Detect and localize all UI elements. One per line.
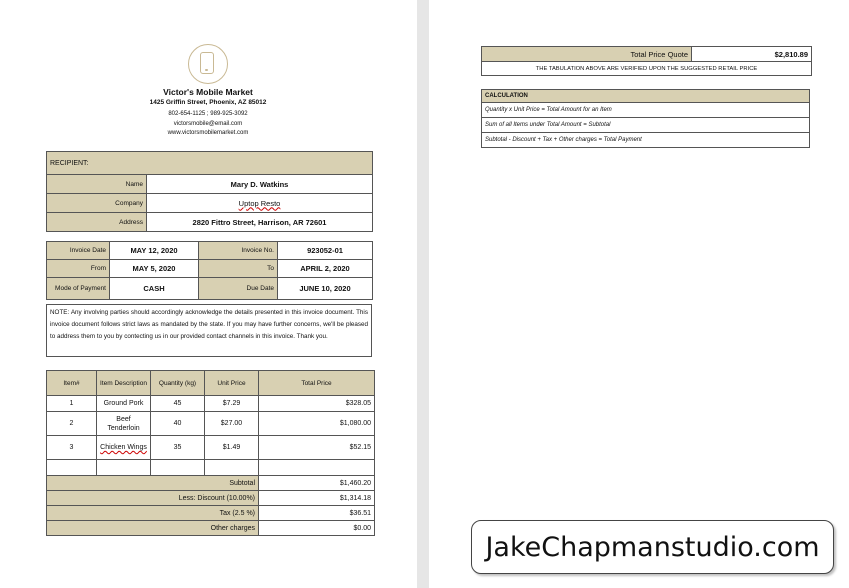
due-label: Due Date — [199, 278, 278, 300]
to-label: To — [199, 260, 278, 278]
table-row — [47, 436, 375, 460]
invoice-page-right — [429, 0, 849, 588]
name-label: Name — [47, 175, 147, 194]
empty-cell — [47, 460, 97, 476]
table-row-empty — [47, 460, 375, 476]
item-number: 2 — [47, 412, 97, 436]
company-website: www.victorsmobilemarket.com — [167, 130, 249, 136]
empty-cell — [151, 460, 205, 476]
empty-cell — [259, 460, 375, 476]
to-date: APRIL 2, 2020 — [278, 260, 373, 278]
item-unit-price: $7.29 — [205, 396, 259, 412]
invoice-date: MAY 12, 2020 — [110, 242, 199, 260]
calculation-line: Quantity x Unit Price = Total Amount for an Item — [482, 103, 810, 118]
calculation-table — [481, 89, 810, 148]
item-number: 1 — [47, 396, 97, 412]
col-header-quantity: Quantity (kg) — [151, 371, 205, 396]
item-description: Chicken Wings — [100, 444, 147, 451]
calculation-heading: CALCULATION — [482, 90, 810, 103]
invoice-date-label: Invoice Date — [47, 242, 110, 260]
total-quote-value: $2,810.89 — [692, 47, 812, 62]
calculation-line: Sum of all Items under Total Amount = Subtotal — [482, 118, 810, 133]
item-quantity: 35 — [151, 436, 205, 460]
page-gap — [417, 0, 429, 588]
mobile-phone-icon — [200, 52, 214, 74]
invoice-info-table — [46, 241, 373, 300]
empty-cell — [97, 460, 151, 476]
due-date: JUNE 10, 2020 — [278, 278, 373, 300]
col-header-total-price: Total Price — [259, 371, 375, 396]
recipient-company-cell — [147, 194, 373, 213]
item-total-price: $52.15 — [259, 436, 375, 460]
recipient-name: Mary D. Watkins — [147, 175, 373, 194]
item-unit-price: $1.49 — [205, 436, 259, 460]
invoice-note: NOTE: Any involving parties should accordingly acknowledge the details presented in this invoice document. This invoice document follows strict laws as mandated by the state. If you may have further concerns, we'll be pleased to address them to you by contecting us in our provided contact channels in this invoice. Thank you. — [46, 304, 372, 357]
empty-cell — [205, 460, 259, 476]
company-phone: 802-654-1125 ; 989-925-3092 — [168, 111, 248, 117]
from-date: MAY 5, 2020 — [110, 260, 199, 278]
company-email: victorsmobile@email.com — [173, 121, 243, 127]
discount-value: $1,314.18 — [259, 491, 375, 506]
subtotal-label: Subtotal — [47, 476, 259, 491]
item-quantity: 45 — [151, 396, 205, 412]
recipient-address: 2820 Fittro Street, Harrison, AR 72601 — [147, 213, 373, 232]
tax-value: $36.51 — [259, 506, 375, 521]
watermark: JakeChapmanstudio.com — [471, 520, 834, 574]
company-address: 1425 Griffin Street, Phoenix, AZ 85012 — [149, 99, 267, 106]
invoice-number: 923052-01 — [278, 242, 373, 260]
item-description: Ground Pork — [97, 396, 151, 412]
item-total-price: $328.05 — [259, 396, 375, 412]
invoice-page-left — [0, 0, 417, 588]
item-total-price: $1,080.00 — [259, 412, 375, 436]
other-charges-value: $0.00 — [259, 521, 375, 536]
recipient-heading: RECIPIENT: — [47, 152, 373, 175]
col-header-unit-price: Unit Price — [205, 371, 259, 396]
table-row — [47, 396, 375, 412]
col-header-description: Item Description — [97, 371, 151, 396]
invoice-number-label: Invoice No. — [199, 242, 278, 260]
logo — [188, 44, 228, 84]
item-description: Beef Tenderloin — [97, 412, 151, 436]
total-quote-label: Total Price Quote — [482, 47, 692, 62]
from-label: From — [47, 260, 110, 278]
col-header-item-num: Item# — [47, 371, 97, 396]
quote-note: THE TABULATION ABOVE ARE VERIFIED UPON THE SUGGESTED RETAIL PRICE — [482, 62, 812, 76]
item-unit-price: $27.00 — [205, 412, 259, 436]
tax-label: Tax (2.5 %) — [47, 506, 259, 521]
quote-table — [481, 46, 812, 76]
recipient-company: Uptop Resto — [238, 198, 281, 208]
company-label: Company — [47, 194, 147, 213]
discount-label: Less: Discount (10.00%) — [47, 491, 259, 506]
subtotal-value: $1,460.20 — [259, 476, 375, 491]
item-description-cell — [97, 436, 151, 460]
address-label: Address — [47, 213, 147, 232]
payment-label: Mode of Payment — [47, 278, 110, 300]
payment-mode: CASH — [110, 278, 199, 300]
recipient-table — [46, 151, 373, 232]
other-charges-label: Other charges — [47, 521, 259, 536]
items-table — [46, 370, 375, 536]
calculation-line: Subtotal - Discount + Tax + Other charges = Total Payment — [482, 133, 810, 148]
item-number: 3 — [47, 436, 97, 460]
company-name: Victor's Mobile Market — [163, 87, 253, 97]
item-quantity: 40 — [151, 412, 205, 436]
table-row — [47, 412, 375, 436]
